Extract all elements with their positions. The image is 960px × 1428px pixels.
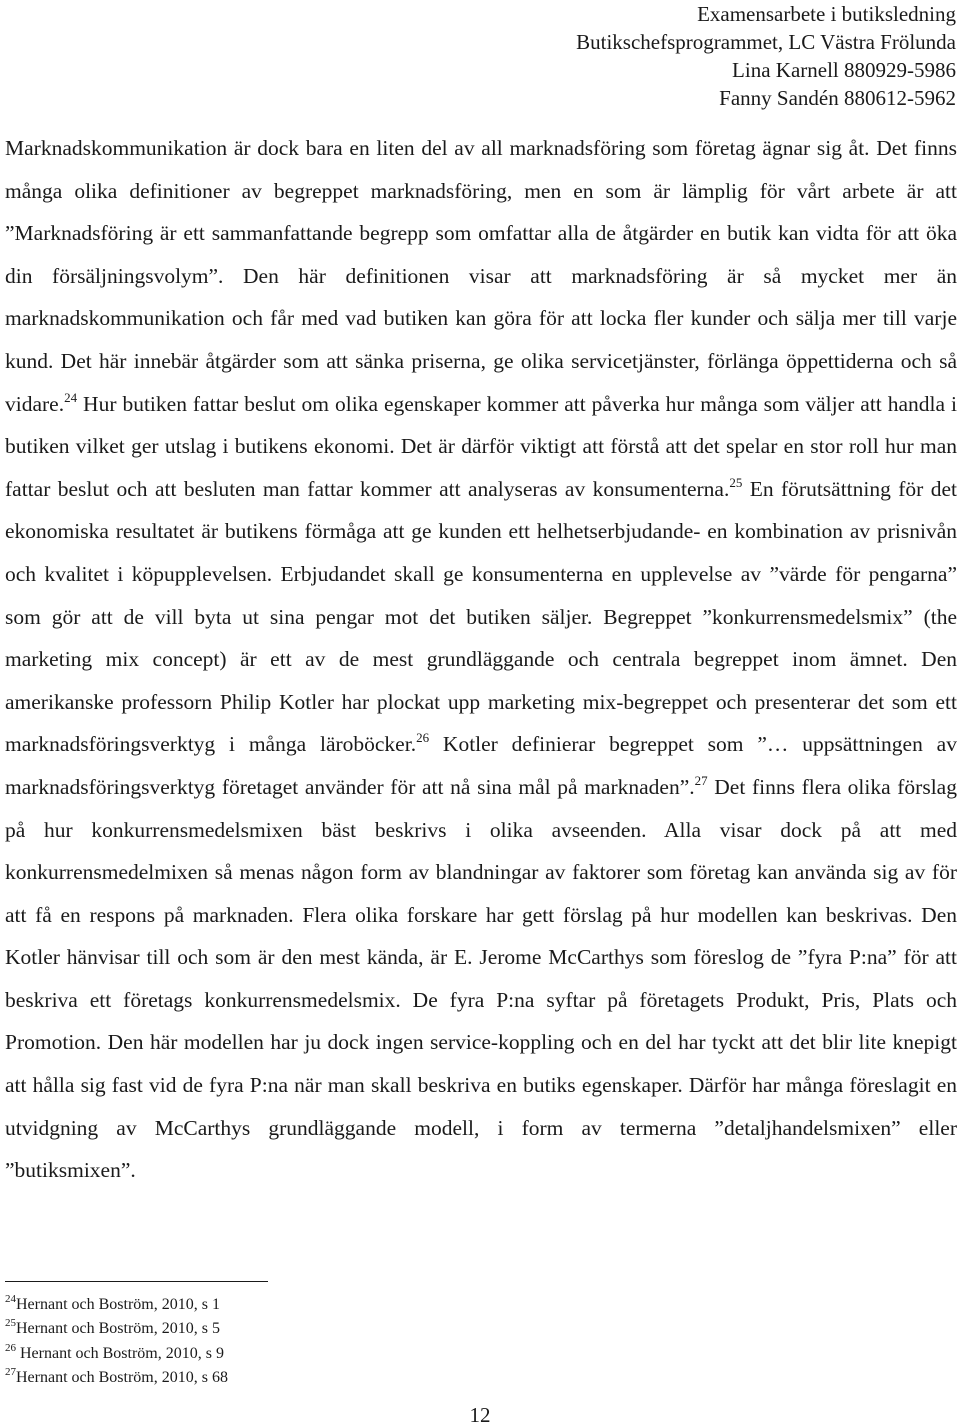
body-text-segment: En förutsättning för det ekonomiska resultatet är butikens förmåga att ge kunden ett helhetserbjudande- en kombination av prisnivån och kvalitet i köpupplevelsen. Erbjudandet skall ge konsumenterna en upplevelse av ”värde för pengarna” som gör att de vill byta ut sina pengar mot det butiken säljer. Begreppet ”konkurrensmedelsmix” (the marketing mix concept) är ett av de mest grundläggande och centrala begreppet inom ämnet. Den amerikanske professorn Philip Kotler har plockat upp marketing mix-begreppet och presenterar det som ett marknadsföringsverktyg i många läroböcker. — [5, 476, 958, 757]
page-header — [576, 0, 956, 112]
body-text-segment: Hur butiken fattar beslut om olika egenskaper kommer att påverka hur många som väljer att handla i butiken vilket ger utslag i butikens ekonomi. Det är därför viktigt att förstå att det spelar en stor roll hur man fattar beslut och att besluten man fattar kommer att analyseras av konsumenterna. — [5, 391, 957, 501]
body-text-segment: Marknadskommunikation är dock bara en liten del av all marknadsföring som företag ägnar sig åt. Det finns många olika definitioner av begreppet marknadsföring, men en som är lämplig för vårt arbete är att ”Marknadsföring är ett sammanfattande begrepp som omfattar alla de åtgärder en butik kan vidta för att öka din försäljningsvolym”. Den här definitionen visar att marknadsföring är så mycket mer än marknadskommunikation och får med vad butiken kan göra för att locka fler kunder och sälja mer till varje kund. Det här innebär åtgärder som att sänka priserna, ge olika servicetjänster, förlänga öppettiderna och så vidare. — [5, 136, 957, 416]
footnote — [5, 1317, 228, 1341]
footnote — [5, 1366, 228, 1390]
page-number: 12 — [469, 1403, 491, 1427]
footnote-number: 27 — [5, 1365, 16, 1378]
footnote-ref-25: 25 — [729, 474, 743, 490]
body-paragraph — [5, 127, 957, 1192]
footnote-ref-24: 24 — [64, 389, 78, 405]
footnote-number: 24 — [5, 1293, 16, 1305]
footnote-ref-26: 26 — [416, 730, 430, 746]
footnote-text: Hernant och Boström, 2010, s 5 — [16, 1320, 220, 1338]
footnote-text: Hernant och Boström, 2010, s 1 — [16, 1296, 220, 1313]
footnote-number: 26 — [5, 1341, 16, 1354]
body-text-segment: Det finns flera olika förslag på hur konkurrensmedelsmixen bäst beskrivs i olika avseenden. Alla visar dock på att med konkurrensmedelmixen så menas någon form av blandningar av faktorer som företag kan använda sig av för att få en respons på marknaden. Flera olika forskare har gett förslag på hur modellen kan beskrivas. Den Kotler hänvisar till och som är den mest kända, är E. Jerome McCarthys som föreslog de ”fyra P:na” för att beskriva ett företags konkurrensmedelsmix. De fyra P:na syftar på företagets Produkt, Pris, Plats och Promotion. Den här modellen har ju dock ingen service-koppling och en del har tyckt att det blir lite knepigt att hålla sig fast vid de fyra P:na när man skall beskriva en butiks egenskaper. Därför har många föreslagit en utvidgning av McCarthys grundläggande modell, i form av termerna ”detaljhandelsmixen” eller ”butiksmixen”. — [5, 774, 957, 1183]
footnote-text: Hernant och Boström, 2010, s 68 — [16, 1368, 228, 1386]
footnote-separator — [5, 1281, 268, 1282]
footnote — [5, 1293, 228, 1317]
footnotes — [5, 1293, 228, 1390]
header-program: Butikschefsprogrammet, LC Västra Frölunda — [576, 30, 956, 54]
footnote-number: 25 — [5, 1317, 16, 1330]
footnote-ref-27: 27 — [694, 772, 708, 788]
header-author-1: Lina Karnell 880929-5986 — [732, 58, 956, 82]
footnote — [5, 1342, 228, 1366]
footnote-text: Hernant och Boström, 2010, s 9 — [16, 1344, 224, 1362]
body-text-segment: Kotler definierar begreppet som ”… uppsättningen av marknadsföringsverktyg företaget använder för att nå sina mål på marknaden”. — [5, 732, 957, 799]
header-author-2: Fanny Sandén 880612-5962 — [719, 86, 956, 110]
header-thesis-title: Examensarbete i butiksledning — [697, 2, 956, 26]
